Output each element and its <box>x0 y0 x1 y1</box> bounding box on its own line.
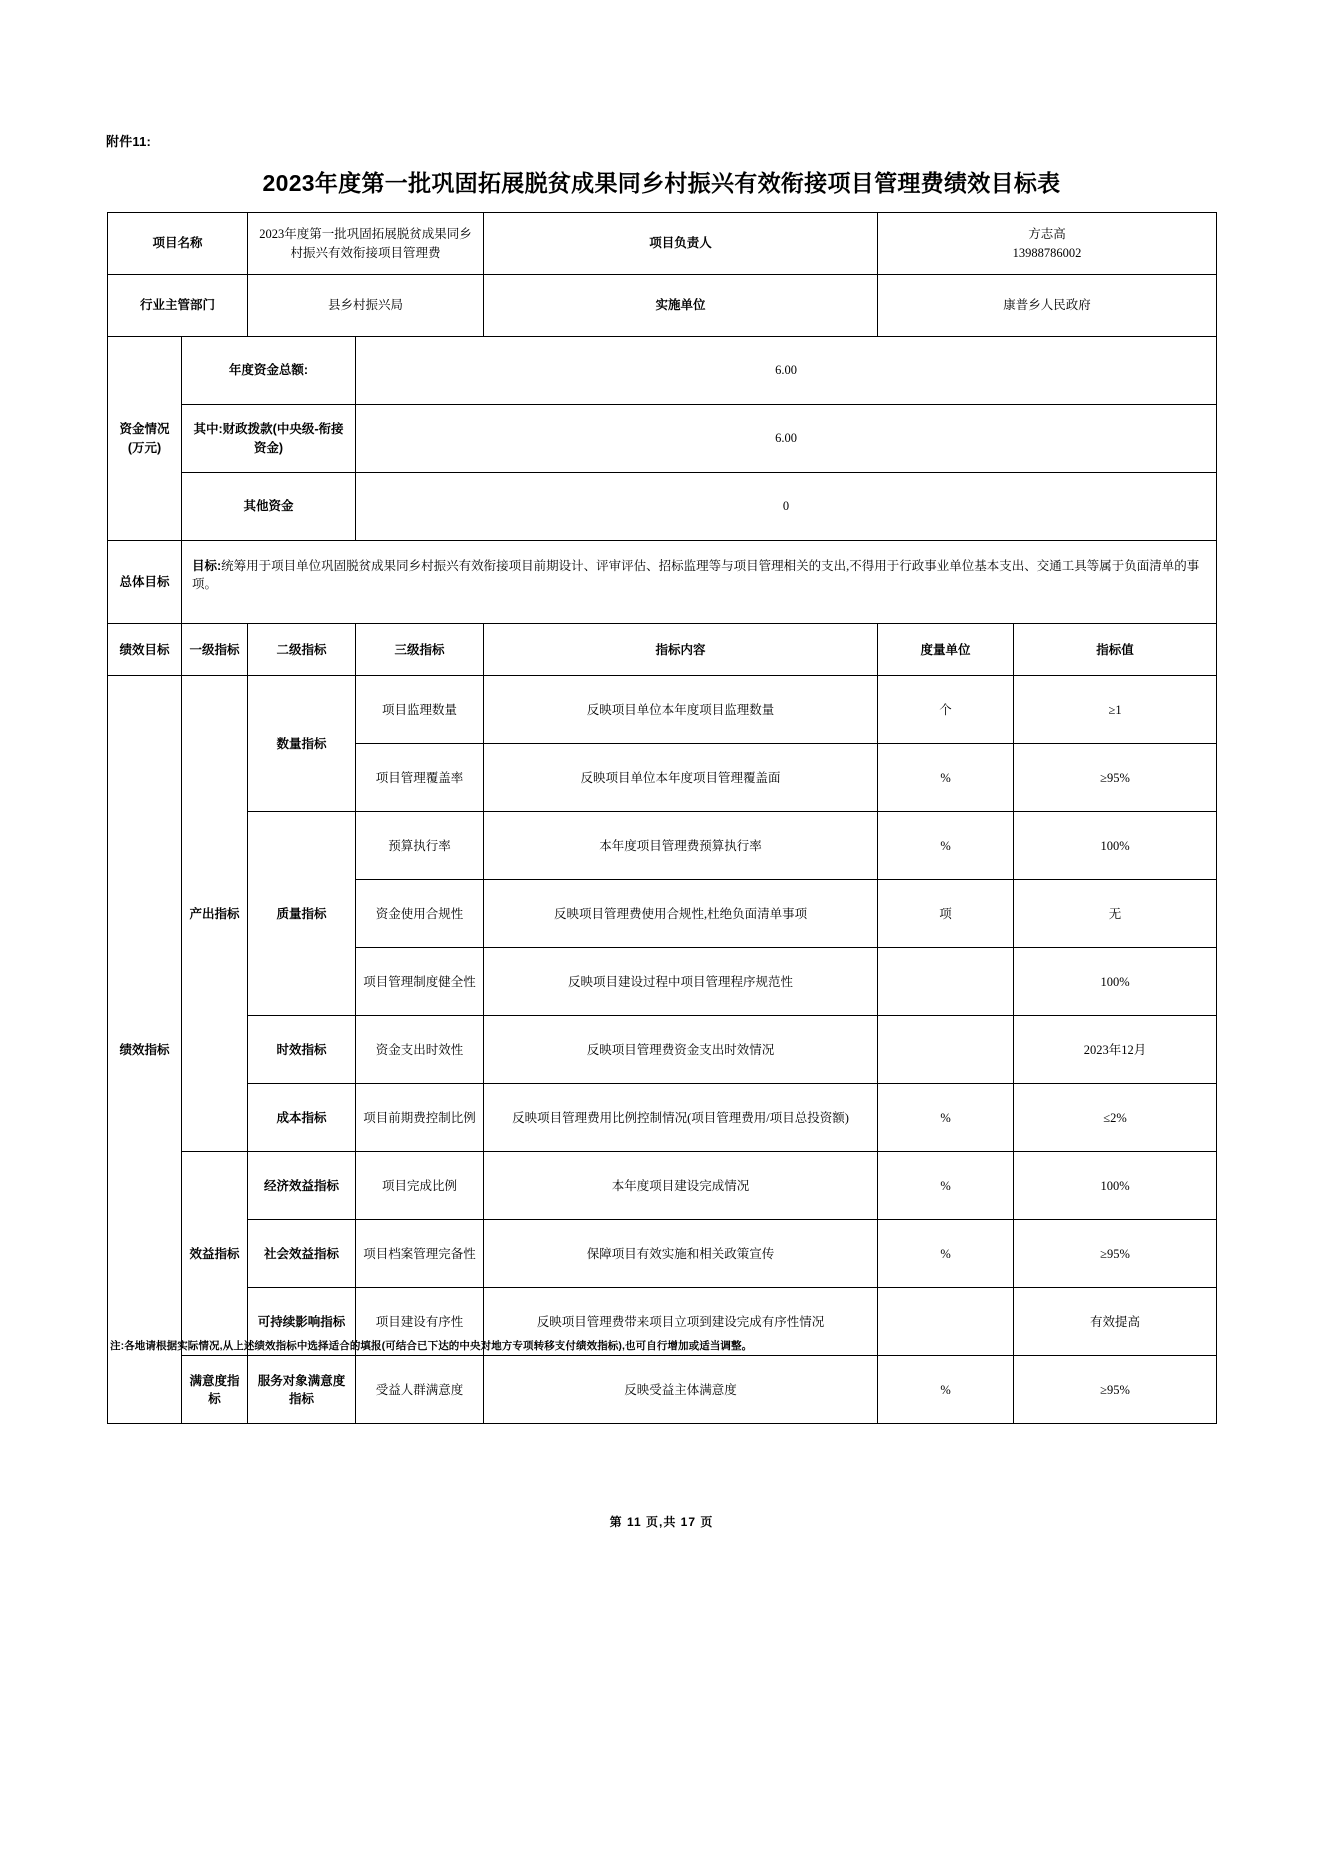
indicator-unit <box>878 1016 1014 1084</box>
level1-output: 产出指标 <box>182 676 248 1152</box>
table-row <box>108 1152 1217 1220</box>
level3-label: 项目前期费控制比例 <box>356 1084 484 1152</box>
indicator-value: 有效提高 <box>1014 1288 1217 1356</box>
indicator-content: 反映项目管理费使用合规性,杜绝负面清单事项 <box>484 880 878 948</box>
indicator-value: 100% <box>1014 1152 1217 1220</box>
indicator-unit: % <box>878 1152 1014 1220</box>
indicator-content: 反映项目单位本年度项目监理数量 <box>484 676 878 744</box>
footnote: 注:各地请根据实际情况,从上述绩效指标中选择适合的填报(可结合已下达的中央对地方专项转移支付绩效指标),也可自行增加或适当调整。 <box>110 1340 753 1352</box>
funding-section-label: 资金情况(万元) <box>108 337 182 541</box>
implementation-unit-value: 康普乡人民政府 <box>878 275 1217 337</box>
level2-service-satisfaction: 服务对象满意度指标 <box>248 1356 356 1424</box>
page-indicator: 第 11 页,共 17 页 <box>609 1515 714 1529</box>
table-row-funding-fiscal <box>108 405 1217 473</box>
column-header-level1: 一级指标 <box>182 624 248 676</box>
level3-label: 项目建设有序性 <box>356 1288 484 1356</box>
indicator-value: ≥95% <box>1014 1356 1217 1424</box>
level3-label: 预算执行率 <box>356 812 484 880</box>
overall-goal-prefix: 目标: <box>192 559 222 573</box>
level3-label: 资金使用合规性 <box>356 880 484 948</box>
performance-target-table-wrapper <box>107 212 1216 1424</box>
indicator-unit: % <box>878 1220 1014 1288</box>
indicator-value: ≤2% <box>1014 1084 1217 1152</box>
overall-goal-text <box>182 541 1217 624</box>
column-header-level2: 二级指标 <box>248 624 356 676</box>
indicator-unit: % <box>878 1084 1014 1152</box>
attachment-label: 附件11: <box>106 134 152 149</box>
funding-fiscal-label: 其中:财政拨款(中央级-衔接资金) <box>182 405 356 473</box>
overall-goal-label: 总体目标 <box>108 541 182 624</box>
indicator-value: 无 <box>1014 880 1217 948</box>
project-owner-phone: 13988786002 <box>1012 245 1082 260</box>
level3-label: 项目管理覆盖率 <box>356 744 484 812</box>
level2-quality: 质量指标 <box>248 812 356 1016</box>
level3-label: 项目管理制度健全性 <box>356 948 484 1016</box>
indicator-content: 保障项目有效实施和相关政策宣传 <box>484 1220 878 1288</box>
table-row-overall-goal <box>108 541 1217 624</box>
level3-label: 项目完成比例 <box>356 1152 484 1220</box>
project-owner-name: 方志高 <box>1028 227 1066 242</box>
indicator-value: ≥95% <box>1014 744 1217 812</box>
level2-sustainable: 可持续影响指标 <box>248 1288 356 1356</box>
indicator-unit: 个 <box>878 676 1014 744</box>
level3-label: 项目档案管理完备性 <box>356 1220 484 1288</box>
level3-label: 项目监理数量 <box>356 676 484 744</box>
indicator-content: 反映受益主体满意度 <box>484 1356 878 1424</box>
indicator-content: 本年度项目建设完成情况 <box>484 1152 878 1220</box>
column-header-value: 指标值 <box>1014 624 1217 676</box>
project-owner-value <box>878 213 1217 275</box>
level1-benefit: 效益指标 <box>182 1152 248 1356</box>
table-row <box>108 1220 1217 1288</box>
column-header-unit: 度量单位 <box>878 624 1014 676</box>
table-row-funding-total <box>108 337 1217 405</box>
level3-label: 受益人群满意度 <box>356 1356 484 1424</box>
table-row <box>108 1016 1217 1084</box>
indicator-root-label: 绩效指标 <box>108 676 182 1424</box>
table-row-department <box>108 275 1217 337</box>
indicator-value: 100% <box>1014 948 1217 1016</box>
table-row-funding-other <box>108 473 1217 541</box>
indicator-unit: % <box>878 812 1014 880</box>
indicator-content: 反映项目管理费带来项目立项到建设完成有序性情况 <box>484 1288 878 1356</box>
overall-goal-body: 统筹用于项目单位巩固脱贫成果同乡村振兴有效衔接项目前期设计、评审评估、招标监理等与项目管理相关的支出,不得用于行政事业单位基本支出、交通工具等属于负面清单的事项。 <box>192 559 1200 592</box>
indicator-unit: 项 <box>878 880 1014 948</box>
level2-economic: 经济效益指标 <box>248 1152 356 1220</box>
indicator-header-row <box>108 624 1217 676</box>
indicator-value: 2023年12月 <box>1014 1016 1217 1084</box>
level2-quantity: 数量指标 <box>248 676 356 812</box>
indicator-unit <box>878 948 1014 1016</box>
funding-total-value: 6.00 <box>356 337 1217 405</box>
department-label: 行业主管部门 <box>108 275 248 337</box>
table-row-project-name <box>108 213 1217 275</box>
indicator-content: 反映项目建设过程中项目管理程序规范性 <box>484 948 878 1016</box>
funding-fiscal-value: 6.00 <box>356 405 1217 473</box>
indicator-value: 100% <box>1014 812 1217 880</box>
level3-label: 资金支出时效性 <box>356 1016 484 1084</box>
indicator-content: 反映项目单位本年度项目管理覆盖面 <box>484 744 878 812</box>
level1-satisfaction: 满意度指标 <box>182 1356 248 1424</box>
indicator-value: ≥1 <box>1014 676 1217 744</box>
page-title: 2023年度第一批巩固拓展脱贫成果同乡村振兴有效衔接项目管理费绩效目标表 <box>262 170 1061 196</box>
implementation-unit-label: 实施单位 <box>484 275 878 337</box>
indicator-unit: % <box>878 744 1014 812</box>
table-row <box>108 1084 1217 1152</box>
indicator-content: 本年度项目管理费预算执行率 <box>484 812 878 880</box>
level2-timeliness: 时效指标 <box>248 1016 356 1084</box>
project-name-label: 项目名称 <box>108 213 248 275</box>
indicator-value: ≥95% <box>1014 1220 1217 1288</box>
project-name-value: 2023年度第一批巩固拓展脱贫成果同乡村振兴有效衔接项目管理费 <box>248 213 484 275</box>
column-header-performance-goal: 绩效目标 <box>108 624 182 676</box>
department-value: 县乡村振兴局 <box>248 275 484 337</box>
level2-cost: 成本指标 <box>248 1084 356 1152</box>
level2-social: 社会效益指标 <box>248 1220 356 1288</box>
indicator-content: 反映项目管理费资金支出时效情况 <box>484 1016 878 1084</box>
table-row <box>108 676 1217 744</box>
indicator-unit: % <box>878 1356 1014 1424</box>
funding-total-label: 年度资金总额: <box>182 337 356 405</box>
column-header-content: 指标内容 <box>484 624 878 676</box>
project-owner-label: 项目负责人 <box>484 213 878 275</box>
indicator-content: 反映项目管理费用比例控制情况(项目管理费用/项目总投资额) <box>484 1084 878 1152</box>
funding-other-label: 其他资金 <box>182 473 356 541</box>
performance-target-table <box>107 212 1217 1424</box>
table-row <box>108 1356 1217 1424</box>
column-header-level3: 三级指标 <box>356 624 484 676</box>
funding-other-value: 0 <box>356 473 1217 541</box>
indicator-unit <box>878 1288 1014 1356</box>
table-row <box>108 812 1217 880</box>
